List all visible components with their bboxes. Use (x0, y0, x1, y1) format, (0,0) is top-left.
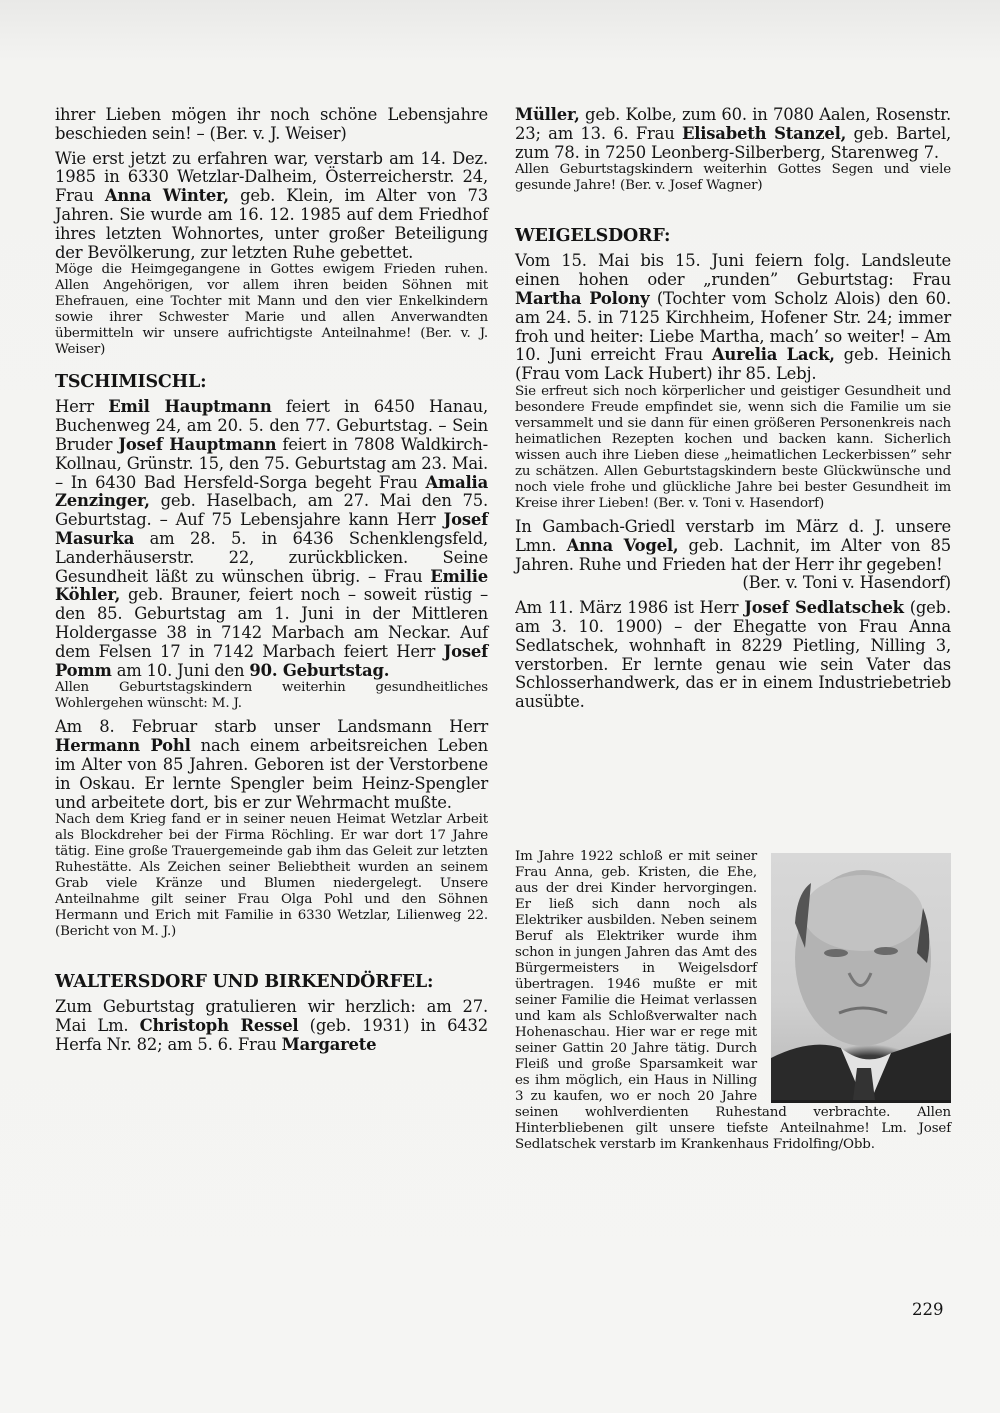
paragraph-condolences: Möge die Heimgegangene in Gottes ewigem Frieden ruhen. Allen Angehörigen, vor allem ihren beiden Söhnen mit Ehefrauen, eine Tochter mit Mann und den vier Enkelkindern sowie ihrer Schwester Marie und allen Anverwandten übermitteln wir unsere aufrichtigste Anteilnahme! (Ber. v. J. Weiser) (55, 262, 488, 358)
left-column (55, 106, 488, 1055)
person-name: Amalia Zenzinger, (55, 472, 488, 511)
person-name: Christoph Ressel (139, 1016, 299, 1036)
paragraph-birthdays-tschimischl (55, 398, 488, 680)
text-run: geb. Haselbach, am 27. Mai den 75. Geburtstag. – Auf 75 Lebensjahre kann Herr (55, 491, 488, 530)
person-name: Aurelia Lack, (711, 345, 835, 365)
paragraph-birthdays-weigelsdorf (515, 252, 951, 384)
text-run: geb. Brauner, feiert noch – soweit rüstig – den 85. Geburtstag am 1. Juni in der Mittleren Holdergasse 38 in 7142 Marbach am Neckar. Auf dem Felsen 17 in 7142 Marbach feiert Herr (55, 585, 488, 661)
paragraph-birthdays-continued (515, 106, 951, 162)
paragraph-obituary-josef-sedlatschek (515, 599, 951, 712)
paragraph-birthday-detail: Sie erfreut sich noch körperlicher und geistiger Gesundheit und besondere Freude empfindet sie, wenn sich die Familie um sie versammelt und sie dann für einen größeren Personenkreis nach heimatlichen Rezepten kochen und backen kann. Sicherlich wissen auch ihre Lieben diese „heimatlichen Leckerbissen” sehr zu schätzen. Allen Geburtstagskindern beste Glückwünsche und noch viele frohe und glückliche Jahre bei bester Gesundheit im Kreise ihrer Lieben! (Ber. v. Toni v. Hasendorf) (515, 383, 951, 511)
text-run: Herr (55, 397, 109, 417)
text-run: Am 11. März 1986 ist Herr (515, 599, 745, 618)
person-name: Josef Masurka (55, 510, 488, 548)
text-run: geb. Kolbe, zum 60. in 7080 Aalen, Rosenstr. 23; am 13. 6. Frau (515, 105, 951, 143)
paragraph-birthday-wishes: Allen Geburtstagskindern weiterhin Gottes Segen und viele gesunde Jahre! (Ber. v. Josef Wagner) (515, 162, 951, 194)
text-run: nach einem arbeitsreichen Leben im Alter von 85 Jahren. Geboren ist der Verstorbene in Oskau. Er lernte Spengler beim Heinz-Spengler und arbeitete dort, bis er zur Wehrmacht mußte. (55, 736, 488, 812)
person-name: Elisabeth Stanzel, (681, 123, 847, 143)
paragraph-obituary-sedlatschek-detail: Im Jahre 1922 schloß er mit seiner Frau Anna, geb. Kristen, die Ehe, aus der drei Kinder hervorgingen. Er ließ sich dann noch als Elektriker ausbilden. Neben seinem Beruf als Elektriker wurde ihm schon in jungen Jahren das Amt des Bürgermeisters in Weigelsdorf übertragen. 1946 mußte er mit seiner Familie die Heimat verlassen und kam als Schloßverwalter nach Hohenaschau. Hier war er rege mit seiner Gattin 20 Jahre tätig. Durch Fleiß und große Sparsamkeit war es ihm möglich, ein Haus in Nilling 3 zu kaufen, wo er noch 20 Jahre seinen wohlverdienten Ruhestand verbrachte. Allen Hinterbliebenen gilt unsere tiefste Anteilnahme! Lm. Josef Sedlatschek verstarb im Krankenhaus Fridolfing/Obb. (515, 849, 951, 1152)
milestone: 90. Geburtstag. (249, 660, 390, 680)
obituary-sedlatschek (515, 599, 951, 712)
person-name: Margarete (281, 1034, 377, 1054)
text-run: Zum Geburtstag gratulieren wir herzlich: am 27. Mai Lm. (55, 997, 488, 1036)
portrait-photo (771, 853, 951, 1103)
section-heading-tschimischl: TSCHIMISCHL: (55, 372, 207, 393)
text-run: In Gambach-Griedl verstarb im März d. J. unsere Lmn. (515, 516, 951, 555)
paragraph-obituary-anna-winter (55, 150, 488, 263)
person-name: Emil Hauptmann (108, 397, 272, 417)
text-run: (Tochter vom Scholz Alois) den 60. am 24. 5. in 7125 Kirchheim, Hofener Str. 24; immer froh und heiter: Liebe Martha, mach’ so weiter! – Am 10. Juni erreicht Frau (515, 288, 951, 365)
paragraph-birthday-wishes: Allen Geburtstagskindern weiterhin gesundheitliches Wohlergehen wünscht: M. J. (55, 680, 488, 712)
report-credit: (Ber. v. Toni v. Hasendorf) (742, 573, 951, 593)
person-name: Josef Pomm (55, 641, 488, 680)
text-run: (geb. 1931) in 6432 Herfa Nr. 82; am 5. 6. Frau (55, 1016, 488, 1054)
portrait-photo-icon (771, 853, 951, 1100)
obituary-detail-block (515, 849, 951, 1153)
paragraph-obituary-detail: Nach dem Krieg fand er in seiner neuen Heimat Wetzlar Arbeit als Blockdreher bei der Firma Röchling. Er war dort 17 Jahre tätig. Eine große Trauergemeinde gab ihm das Geleit zur letzten Ruhestätte. Als Zeichen seiner Beliebtheit wurden an seinem Grab viele Kränze und Blumen niedergelegt. Unsere Anteilnahme gilt seiner Frau Olga Pohl und den Söhnen Hermann und Erich mit Familie in 6330 Wetzlar, Lilienweg 22. (Bericht von M. J.) (55, 812, 488, 940)
text-run: geb. Bartel, zum 78. in 7250 Leonberg-Silberberg, Starenweg 7. (515, 123, 951, 162)
paragraph-obituary-anna-vogel (515, 518, 951, 574)
paragraph-closing-wishes: ihrer Lieben mögen ihr noch schöne Lebensjahre beschieden sein! – (Ber. v. J. Weiser) (55, 105, 488, 143)
person-name: Hermann Pohl (55, 736, 191, 756)
paragraph-obituary-hermann-pohl (55, 718, 488, 812)
text-run: am 10. Juni den (111, 660, 250, 680)
text-run: (geb. am 3. 10. 1900) – der Ehegatte von Frau Anna Sedlatschek, wohnhaft in 8229 Pietling, Nilling 3, verstorben. Er lernte genau wie sein Vater das Schlosserhandwerk, das er in einem Industriebetrieb ausübte. (515, 599, 951, 712)
person-name: Emilie Köhler, (55, 566, 488, 605)
text-run: Am 8. Februar starb unser Landsmann Herr (55, 717, 488, 737)
paragraph-birthdays-waltersdorf (55, 998, 488, 1054)
text-run: feiert in 6450 Hanau, Buchenweg 24, am 20. 5. den 77. Geburtstag. – Sein Bruder (55, 397, 488, 454)
text-run: geb. Lachnit, im Alter von 85 Jahren. Ruhe und Frieden hat der Herr ihr gegeben! (515, 535, 951, 574)
text-run: Wie erst jetzt zu erfahren war, verstarb am 14. Dez. 1985 in 6330 Wetzlar-Dalheim, Österreicherstr. 24, Frau (55, 148, 488, 206)
section-heading-weigelsdorf: WEIGELSDORF: (515, 226, 671, 247)
text-run: geb. Klein, im Alter von 73 Jahren. Sie wurde am 16. 12. 1985 auf dem Friedhof ihres letzten Wohnortes, unter großer Beteiligung der Bevölkerung, zur letzten Ruhe gebettet. (55, 186, 489, 262)
text-run: feiert in 7808 Waldkirch-Kollnau, Grünstr. 15, den 75. Geburtstag am 23. Mai. – In 6430 Bad Hersfeld-Sorga begeht Frau (55, 434, 488, 492)
person-name: Martha Polony (515, 288, 650, 308)
person-name: Josef Hauptmann (118, 434, 277, 454)
person-name: Anna Winter, (104, 186, 229, 206)
section-heading-waltersdorf: WALTERSDORF UND BIRKENDÖRFEL: (55, 972, 434, 993)
right-column (515, 106, 951, 712)
page-number: 229 (912, 1300, 944, 1319)
person-name: Müller, (515, 105, 580, 124)
text-run: am 28. 5. in 6436 Schenklengsfeld, Landerhäuserstr. 22, zurückblicken. Seine Gesundheit läßt zu wünschen übrig. – Frau (55, 528, 488, 586)
text-run: Vom 15. Mai bis 15. Juni feiern folg. Landsleute einen hohen oder „runden” Geburtstag: Frau (515, 251, 951, 290)
text-run: geb. Heinich (Frau vom Lack Hubert) ihr 85. Lebj. (515, 345, 951, 384)
person-name: Anna Vogel, (566, 535, 679, 555)
person-name: Josef Sedlatschek (744, 599, 904, 618)
